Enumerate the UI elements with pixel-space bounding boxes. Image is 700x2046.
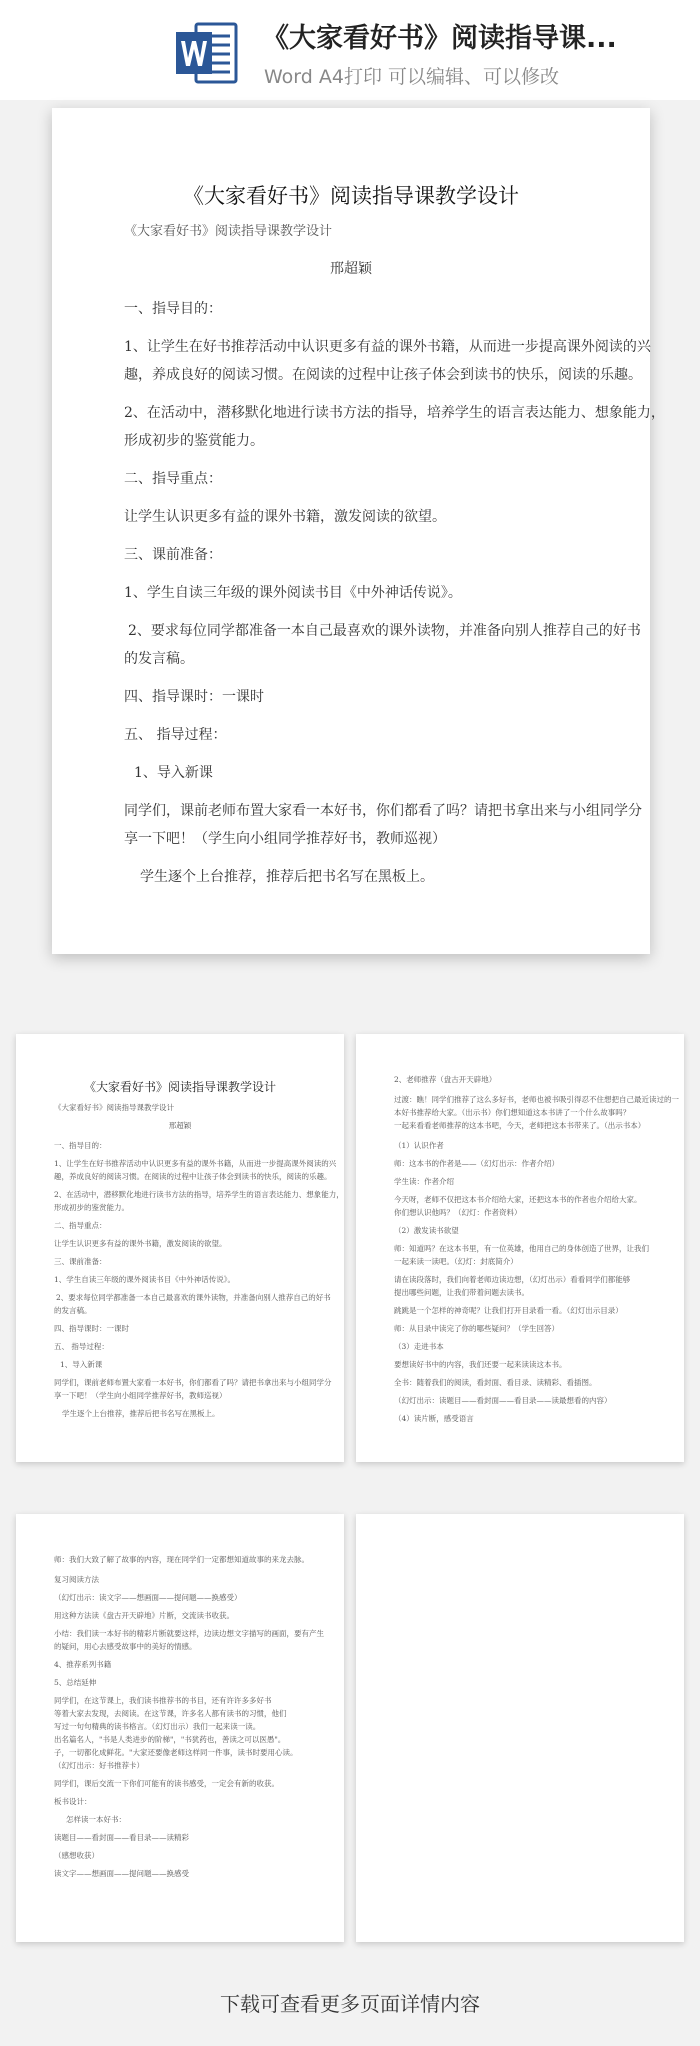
thumb-line: 同学们，课前老师布置大家看一本好书，你们都看了吗？请把书拿出来与小组同学分 [54,1378,332,1387]
paragraph-line: 四、指导课时：一课时 [124,689,264,705]
thumb-line: 师：从目录中读完了你的哪些疑问？（学生回答） [394,1324,559,1333]
paragraph-line: 2、要求每位同学都准备一本自己最喜欢的课外读物，并准备向别人推荐自己的好书 [128,623,641,639]
page-thumbnail-4 [356,1514,684,1942]
thumb-title: 《大家看好书》阅读指导课教学设计 [83,1080,276,1094]
thumb-line: 趣，养成良好的阅读习惯。在阅读的过程中让孩子体会到读书的快乐，阅读的乐趣。 [54,1172,332,1181]
paragraph-line: 三、课前准备： [124,547,222,563]
paragraph-line: 享一下吧！（学生向小组同学推荐好书，教师巡视） [124,831,446,847]
paragraph-line: 学生逐个上台推荐，推荐后把书名写在黑板上。 [140,869,434,885]
thumb-line: 跳跳是一个怎样的神奇呢？让我们打开目录看一看。（幻灯出示目录） [394,1306,623,1315]
thumb-line: 1、学生自读三年级的课外阅读书目《中外神话传说》。 [54,1275,236,1284]
thumb-line: 过渡：瞧！同学们推荐了这么多好书，老师也被书吸引得忍不住想把自己最近读过的一 [394,1095,679,1104]
paragraph-line: 1、导入新课 [134,765,213,781]
thumb-line: 师：这本书的作者是——（幻灯出示：作者介绍） [394,1159,559,1168]
thumb-line: 2、在活动中，潜移默化地进行读书方法的指导，培养学生的语言表达能力、想象能力， [54,1190,344,1199]
page-thumbnail-3 [16,1514,344,1942]
page-subtitle: 《大家看好书》阅读指导课教学设计 [124,224,333,239]
thumb-line: 1、导入新课 [60,1360,103,1369]
thumb-line: 要想读好书中的内容，我们还要一起来读读这本书。 [394,1360,567,1369]
thumb-line: 提出哪些问题，让我们带着问题去读书。 [394,1288,529,1297]
thumb-line: 师：知道吗？在这本书里，有一位英雄，他用自己的身体创造了世界，让我们 [394,1244,649,1253]
thumb-line: 2、老师推荐（盘古开天辟地） [394,1075,497,1084]
thumb-line: 怎样读一本好书： [66,1815,126,1824]
thumb-line: 学生读：作者介绍 [394,1177,454,1186]
thumb-line: 让学生认识更多有益的课外书籍，激发阅读的欲望。 [54,1239,227,1248]
paragraph-line: 的发言稿。 [124,651,194,667]
thumb-line: 四、指导课时：一课时 [54,1324,129,1333]
thumb-line: 4、推荐系列书籍 [54,1660,112,1669]
paragraph-line: 一、指导目的： [124,301,222,317]
thumb-line: 今天呀，老师不仅把这本书介绍给大家，还把这本书的作者也介绍给大家。 [394,1195,642,1204]
thumb-line: 师：我们大致了解了故事的内容，现在同学们一定都想知道故事的来龙去脉。 [54,1555,309,1564]
thumb-line: （1）认识作者 [394,1141,444,1150]
thumb-line: 同学们，在这节课上，我们读书推荐书的书目，还有许许多多好书 [54,1696,272,1705]
thumb-line: 复习阅读方法 [54,1575,99,1584]
thumb-author: 邢超颖 [168,1121,192,1130]
thumb-line: 1、让学生在好书推荐活动中认识更多有益的课外书籍，从而进一步提高课外阅读的兴 [54,1159,337,1168]
paragraph-line: 1、让学生在好书推荐活动中认识更多有益的课外书籍，从而进一步提高课外阅读的兴 [124,339,651,355]
thumb-line: 你们想认识他吗？（幻灯：作者资料） [394,1208,522,1217]
document-title: 《大家看好书》阅读指导课... [262,23,617,54]
page-title: 《大家看好书》阅读指导课教学设计 [183,184,519,208]
thumb-line: 写过一句句精典的读书格言。（幻灯出示）我们一起来读一读。 [54,1722,261,1731]
page-thumbnail-2 [356,1034,684,1462]
paragraph-line: 1、学生自读三年级的课外阅读书目《中外神话传说》。 [124,585,462,601]
page-author: 邢超颖 [330,261,372,277]
thumb-line: （幻灯出示：好书推荐卡） [54,1761,144,1770]
paragraph-line: 二、指导重点： [124,471,222,487]
header [0,0,700,100]
paragraph-line: 让学生认识更多有益的课外书籍，激发阅读的欲望。 [124,509,446,525]
thumb-line: 一起来读一读吧。（幻灯：封底简介） [394,1257,518,1266]
thumb-line: 读题目——看封面——看目录——读精彩 [54,1833,189,1842]
main-page-preview [52,108,665,954]
thumb-line: 小结：我们读一本好书的精彩片断就要这样，边读边想文字描写的画面，要有产生 [54,1629,324,1638]
paragraph-line: 同学们，课前老师布置大家看一本好书，你们都看了吗？请把书拿出来与小组同学分 [124,803,642,819]
thumb-line: 等着大家去发现，去阅读。在这节课，许多名人都有读书的习惯，他们 [54,1709,287,1718]
thumb-line: （幻灯出示：读文字——想画面——提问题——换感受） [54,1593,242,1602]
thumb-line: 用这种方法读《盘古开天辟地》片断，交流读书收获。 [54,1611,234,1620]
thumb-line: （2）激发读书欲望 [394,1226,459,1235]
paragraph-line: 形成初步的鉴赏能力。 [124,433,264,449]
thumb-line: 学生逐个上台推荐，推荐后把书名写在黑板上。 [62,1409,220,1418]
thumb-line: （4）读片断，感受语言 [394,1414,474,1423]
document-subtitle: Word A4打印 可以编辑、可以修改 [264,66,560,88]
thumb-line: 本好书推荐给大家。（出示书）你们想知道这本书讲了一个什么故事吗？ [394,1108,631,1117]
paragraph-line: 2、在活动中，潜移默化地进行读书方法的指导，培养学生的语言表达能力、想象能力， [124,405,665,421]
paragraph-line: 趣，养成良好的阅读习惯。在阅读的过程中让孩子体会到读书的快乐，阅读的乐趣。 [124,367,642,383]
thumb-line: （3）走进书本 [394,1342,444,1351]
thumb-line: 一、指导目的： [54,1141,107,1150]
thumb-line: 出名篇名人，"书是人类进步的阶梯"，"书犹药也，善读之可以医愚"。 [54,1735,286,1744]
thumb-line: 享一下吧！（学生向小组同学推荐好书，教师巡视） [54,1391,227,1400]
thumb-line: 同学们，课后交流一下你们可能有的读书感受，一定会有新的收获。 [54,1779,279,1788]
thumb-line: 子，一切都化成鲜花。"大家还要像老师这样同一件事，读书时要用心读。 [54,1748,298,1757]
thumb-line: 的疑问，用心去感受故事中的美好的情感。 [54,1642,197,1651]
thumb-line: 的发言稿。 [54,1306,92,1315]
thumb-subtitle: 《大家看好书》阅读指导课教学设计 [54,1103,174,1112]
thumb-line: （感想收获） [54,1851,99,1860]
thumb-line: 形成初步的鉴赏能力。 [54,1203,129,1212]
thumb-line: 全书：随着我们的阅读，看封面、看目录、读精彩、看插图。 [394,1378,597,1387]
thumb-line: 五、 指导过程： [54,1342,109,1351]
paragraph-line: 五、 指导过程： [124,727,227,743]
page-thumbnail-1 [16,1034,344,1462]
thumb-line: 二、指导重点： [54,1221,107,1230]
thumb-line: 一起来看看老师推荐的这本书吧，今天，老师把这本书带来了。（出示书本） [394,1121,646,1130]
word-doc-icon [174,20,240,86]
thumb-line: 三、课前准备： [54,1257,107,1266]
thumb-line: 2、要求每位同学都准备一本自己最喜欢的课外读物，并准备向别人推荐自己的好书 [56,1293,331,1302]
thumb-line: 读文字——想画面——提问题——换感受 [54,1869,189,1878]
thumb-line: （幻灯出示：读题目——看封面——看目录——读最想看的内容） [394,1396,612,1405]
more-pages-link[interactable]: 下载可查看更多页面详情内容 [220,1992,480,2016]
thumb-line: 请在读段落时，我们向着老师边读边想，（幻灯出示）看看同学们都能够 [394,1275,631,1284]
thumb-line: 5、总结延伸 [54,1678,97,1687]
thumb-line: 板书设计： [54,1797,92,1806]
